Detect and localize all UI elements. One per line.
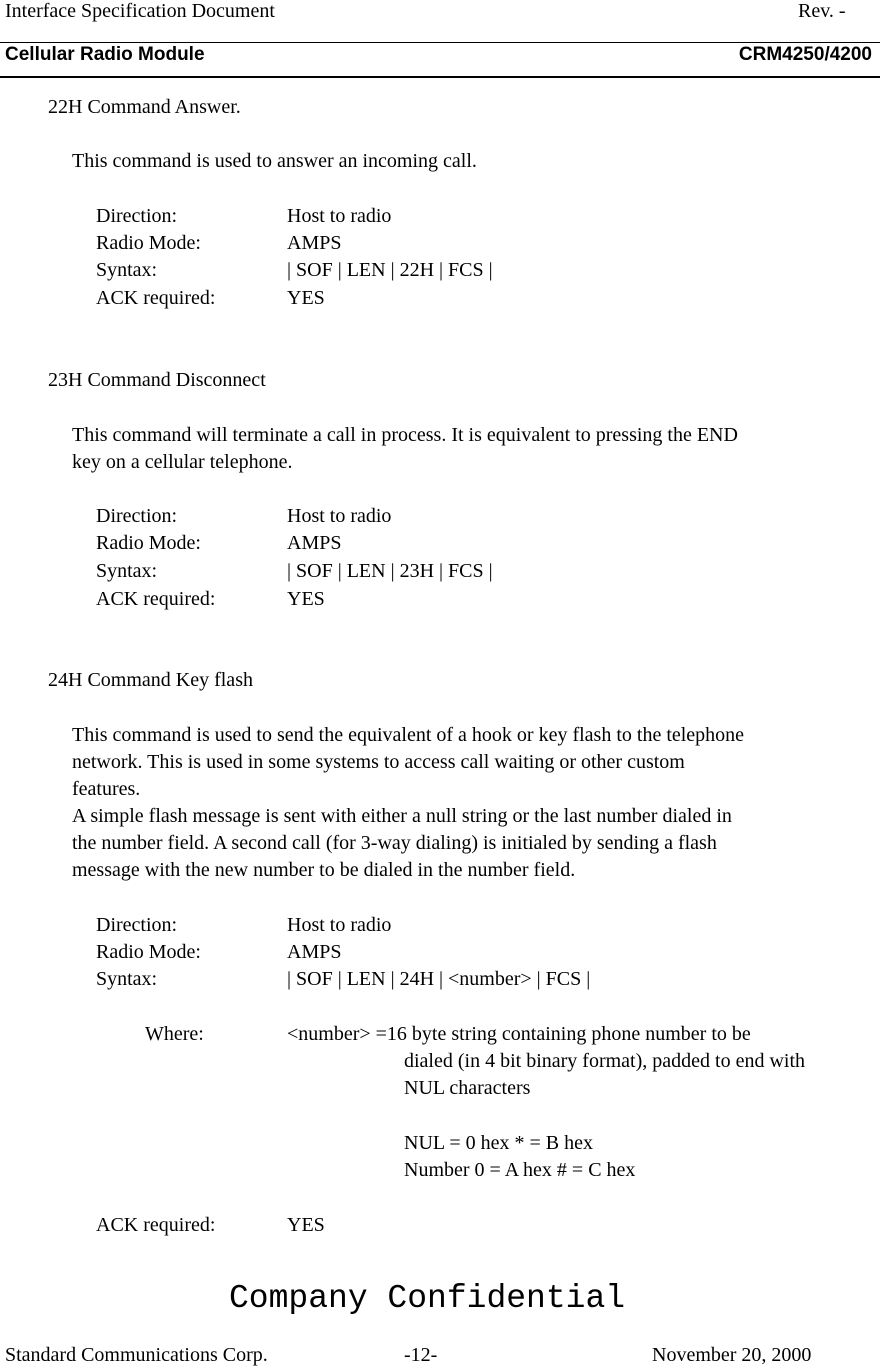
syntax-label: Syntax: <box>96 560 158 582</box>
hex-mapping-line: NUL = 0 hex * = B hex <box>404 1132 594 1154</box>
header-divider-bottom <box>0 76 880 78</box>
radio-mode-label: Radio Mode: <box>96 941 201 963</box>
syntax-value: | SOF | LEN | 22H | FCS | <box>287 259 493 281</box>
product-name: Cellular Radio Module <box>5 44 205 65</box>
section-24h-description-line: network. This is used in some systems to access call waiting or other custom <box>72 751 685 773</box>
hex-mapping-line: Number 0 = A hex # = C hex <box>404 1159 636 1181</box>
section-24h-title: 24H Command Key flash <box>48 669 253 691</box>
section-24h-description-line: This command is used to send the equivalent of a hook or key flash to the telephone <box>72 724 745 746</box>
section-23h-description-line: key on a cellular telephone. <box>72 451 293 473</box>
section-24h-description-line: message with the new number to be dialed in the number field. <box>72 859 576 881</box>
section-22h-description: This command is used to answer an incoming call. <box>72 150 477 172</box>
footer-company: Standard Communications Corp. <box>5 1344 268 1366</box>
radio-mode-value: AMPS <box>287 232 342 254</box>
section-24h-description-line: A simple flash message is sent with either a null string or the last number dialed in <box>72 805 732 827</box>
where-continuation-line: NUL characters <box>404 1077 531 1099</box>
syntax-value: | SOF | LEN | 24H | <number> | FCS | <box>287 968 591 990</box>
revision: Rev. - <box>798 0 846 22</box>
ack-value: YES <box>287 588 325 610</box>
ack-value: YES <box>287 1214 325 1236</box>
doc-title: Interface Specification Document <box>5 0 275 22</box>
page-number: -12- <box>404 1344 438 1366</box>
section-24h-description-line: the number field. A second call (for 3-way dialing) is initialed by sending a flash <box>72 832 717 854</box>
section-22h-title: 22H Command Answer. <box>48 96 241 118</box>
radio-mode-label: Radio Mode: <box>96 532 201 554</box>
syntax-label: Syntax: <box>96 259 158 281</box>
section-23h-description-line: This command will terminate a call in process. It is equivalent to pressing the END <box>72 424 738 446</box>
header-divider-top <box>0 42 880 43</box>
radio-mode-value: AMPS <box>287 941 342 963</box>
ack-label: ACK required: <box>96 1214 216 1236</box>
section-23h-title: 23H Command Disconnect <box>48 369 266 391</box>
ack-value: YES <box>287 287 325 309</box>
section-24h-description-line: features. <box>72 778 141 800</box>
direction-label: Direction: <box>96 505 178 527</box>
radio-mode-value: AMPS <box>287 532 342 554</box>
direction-label: Direction: <box>96 914 178 936</box>
direction-value: Host to radio <box>287 505 392 527</box>
radio-mode-label: Radio Mode: <box>96 232 201 254</box>
direction-value: Host to radio <box>287 914 392 936</box>
footer-date: November 20, 2000 <box>652 1344 812 1366</box>
syntax-label: Syntax: <box>96 968 158 990</box>
ack-label: ACK required: <box>96 287 216 309</box>
confidential-watermark: Company Confidential <box>229 1280 626 1317</box>
where-label: Where: <box>145 1023 204 1045</box>
model-number: CRM4250/4200 <box>738 44 872 65</box>
direction-label: Direction: <box>96 205 178 227</box>
direction-value: Host to radio <box>287 205 392 227</box>
where-first-line: <number> =16 byte string containing phone number to be <box>287 1023 751 1045</box>
ack-label: ACK required: <box>96 588 216 610</box>
syntax-value: | SOF | LEN | 23H | FCS | <box>287 560 493 582</box>
where-continuation-line: dialed (in 4 bit binary format), padded to end with <box>404 1050 806 1072</box>
